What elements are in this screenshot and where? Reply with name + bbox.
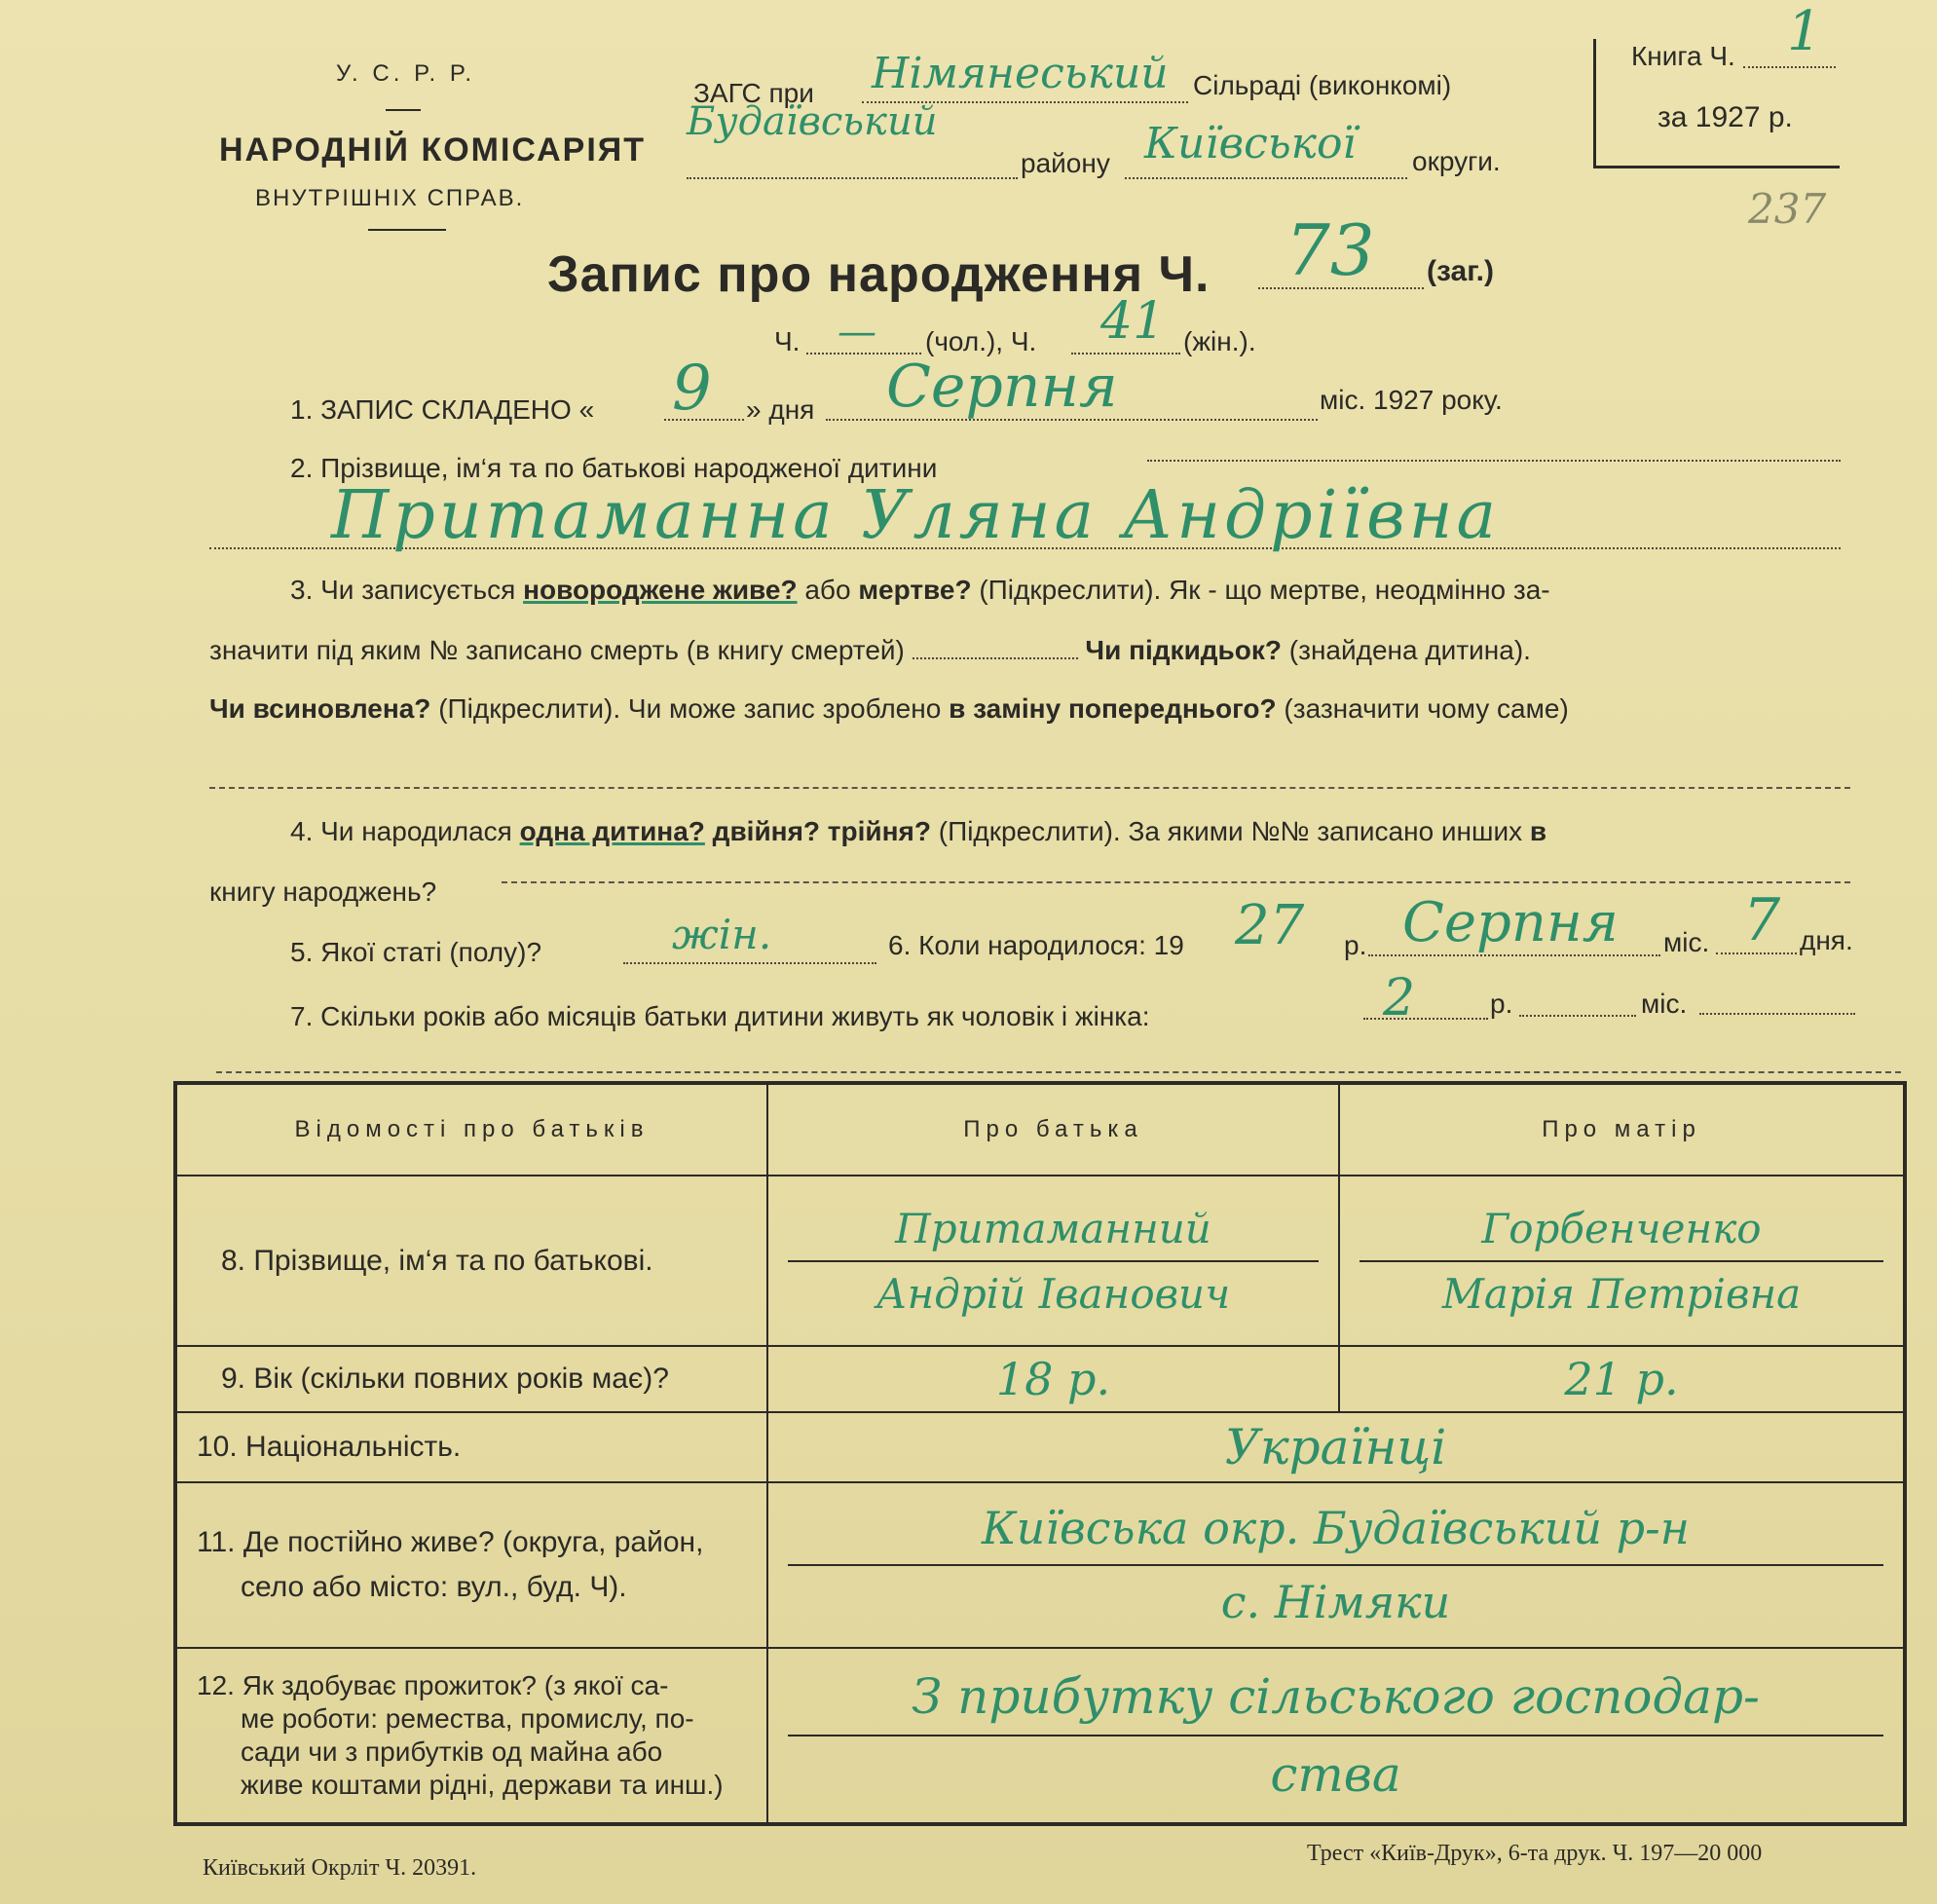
item4-text: 4. Чи народилася <box>290 816 512 846</box>
mother-age-handwritten: 21 р. <box>1339 1346 1905 1412</box>
table-row <box>175 1346 1905 1412</box>
mother-surname-handwritten: Горбенченко <box>1360 1205 1883 1262</box>
row8-mother <box>1339 1176 1905 1346</box>
row12-label-line: ме роботи: ремества, промислу, по- <box>241 1703 694 1734</box>
item1-mid: » дня <box>746 394 815 425</box>
fill-line <box>1699 1013 1855 1015</box>
row10-label: 10. Національність. <box>175 1412 767 1482</box>
item6-dnia: дня. <box>1800 925 1853 955</box>
fill-line <box>209 787 1850 789</box>
years-together-handwritten: 2 <box>1383 969 1416 1027</box>
commissariat-subtitle: ВНУТРІШНІХ СПРАВ. <box>255 185 525 211</box>
row8-label: 8. Прізвище, ім‘я та по батькові. <box>175 1176 767 1346</box>
item3-text: (знайдена дитина). <box>1288 635 1531 665</box>
item3-text: (Підкреслити). Чи може запис зроблено <box>438 693 942 724</box>
item1-prefix: 1. ЗАПИС СКЛАДЕНО « <box>290 394 595 425</box>
row11-label <box>175 1482 767 1648</box>
female-count-handwritten: 41 <box>1100 292 1166 351</box>
item3-line1 <box>290 575 1550 606</box>
residence-handwritten: Київська окр. Будаївський р-н <box>788 1502 1883 1566</box>
item3-text: (Підкреслити). Як - що мертве, неодмінно за- <box>979 575 1550 605</box>
child-name-handwritten: Притаманна Уляна Андріївна <box>331 477 1501 554</box>
row12-label <box>175 1648 767 1824</box>
birth-day-handwritten: 7 <box>1743 886 1781 954</box>
row12-value <box>767 1648 1905 1824</box>
record-day-handwritten: 9 <box>672 353 712 425</box>
book-label: Книга Ч. <box>1631 41 1735 71</box>
fill-line <box>1368 954 1660 956</box>
item5-label: 5. Якої статі (полу)? <box>290 937 542 967</box>
header-info: Відомості про батьків <box>175 1083 767 1176</box>
book-number-handwritten: 1 <box>1787 0 1822 63</box>
divider <box>368 229 446 231</box>
parents-table <box>173 1081 1907 1826</box>
father-age-handwritten: 18 р. <box>767 1346 1339 1412</box>
record-month-handwritten: Серпня <box>886 353 1118 421</box>
occupation-handwritten-cont: ства <box>1270 1746 1401 1803</box>
option-foundling: Чи підкидьок? <box>1085 635 1282 665</box>
birth-month-handwritten: Серпня <box>1402 891 1619 954</box>
fill-line <box>687 177 1018 179</box>
mother-name-handwritten: Марія Петрівна <box>1441 1269 1802 1318</box>
item4-line1 <box>290 816 1546 847</box>
option-alive: новороджене живе? <box>523 575 798 605</box>
item4-text: (Підкреслити). За якими №№ записано инших <box>938 816 1523 846</box>
district-label: району <box>1021 148 1110 178</box>
item3-text: значити під яким № записано смерть (в книгу смертей) <box>209 635 905 665</box>
option-triplets: трійня? <box>827 816 931 846</box>
item7-label: 7. Скільки років або місяців батьки дитини живуть як чоловік і жінка: <box>290 1001 1150 1031</box>
item6-r: р. <box>1344 930 1367 960</box>
footer-left: Київський Окрліт Ч. 20391. <box>203 1855 477 1881</box>
okruha-handwritten: Київської <box>1144 119 1357 168</box>
item3-text: або <box>804 575 851 605</box>
father-name-handwritten: Андрій Іванович <box>875 1269 1231 1318</box>
row11-value <box>767 1482 1905 1648</box>
option-twins: двійня? <box>712 816 821 846</box>
fill-line <box>1743 66 1836 68</box>
commissariat-title: НАРОДНІЙ КОМІСАРІЯТ <box>219 131 646 168</box>
table-row <box>175 1648 1905 1824</box>
item2-label: 2. Прізвище, ім‘я та по батькові народженої дитини <box>290 453 938 483</box>
male-suffix: (чол.), Ч. <box>925 326 1037 356</box>
row12-label-line: живе коштами рідні, держави та инш.) <box>241 1770 724 1800</box>
item3-text: 3. Чи записується <box>290 575 516 605</box>
fill-line <box>623 962 876 964</box>
sex-handwritten: жін. <box>672 911 772 958</box>
item6-mis: міс. <box>1663 927 1710 957</box>
male-label: Ч. <box>774 326 801 356</box>
table-row <box>175 1482 1905 1648</box>
row12-label-line: 12. Як здобуває прожиток? (з якої са- <box>197 1670 669 1700</box>
row8-father <box>767 1176 1339 1346</box>
occupation-handwritten: З прибутку сільського господар- <box>788 1668 1883 1736</box>
ussr-label: У. С. Р. Р. <box>336 60 476 87</box>
item4-text: в <box>1529 816 1547 846</box>
zags-council-handwritten: Німянеський <box>872 49 1169 98</box>
fill-line <box>502 881 1850 883</box>
item7-mis: міс. <box>1641 989 1688 1019</box>
fill-line <box>216 1071 1901 1073</box>
nationality-handwritten: Українці <box>767 1412 1905 1482</box>
district-handwritten: Будаївський <box>687 99 938 144</box>
father-surname-handwritten: Притаманний <box>788 1205 1319 1262</box>
record-number-handwritten: 73 <box>1285 209 1375 291</box>
row11-label-line: село або місто: вул., буд. Ч). <box>241 1571 627 1603</box>
fill-line <box>1519 1015 1636 1017</box>
option-adopted: Чи всиновлена? <box>209 693 431 724</box>
okruha-label: округи. <box>1412 146 1501 176</box>
male-count-handwritten: — <box>838 310 876 355</box>
table-row <box>175 1412 1905 1482</box>
option-one-child: одна дитина? <box>519 816 705 846</box>
archive-number-handwritten: 237 <box>1748 185 1827 233</box>
female-suffix: (жін.). <box>1183 326 1256 356</box>
header-father: Про батька <box>767 1083 1339 1176</box>
item3-line2 <box>209 635 1531 666</box>
footer-right: Трест «Київ-Друк», 6-та друк. Ч. 197—20 000 <box>1307 1841 1763 1866</box>
option-dead: мертве? <box>858 575 972 605</box>
village-handwritten: с. Німяки <box>1220 1576 1451 1628</box>
fill-line <box>1147 460 1841 462</box>
option-replacement: в заміну попереднього? <box>949 693 1277 724</box>
table-header-row <box>175 1083 1905 1176</box>
fill-line <box>1125 177 1407 179</box>
zags-prefix: ЗАГС при <box>693 78 814 108</box>
row11-label-line: 11. Де постійно живе? (округа, район, <box>197 1526 704 1558</box>
header-mother: Про матір <box>1339 1083 1905 1176</box>
row12-label-line: сади чи з прибутків од майна або <box>241 1736 663 1767</box>
zags-suffix: Сільраді (виконкомі) <box>1193 70 1452 100</box>
row9-label: 9. Вік (скільки повних років має)? <box>175 1346 767 1412</box>
item7-r: р. <box>1490 989 1513 1019</box>
record-number-suffix: (заг.) <box>1427 255 1495 287</box>
item6-label: 6. Коли народилося: 19 <box>888 930 1184 960</box>
item3-line3 <box>209 693 1569 725</box>
table-row <box>175 1176 1905 1346</box>
item3-text: (зазначити чому саме) <box>1284 693 1569 724</box>
book-year: за 1927 р. <box>1658 101 1793 133</box>
divider <box>386 109 421 111</box>
item1-suffix: міс. 1927 року. <box>1320 385 1503 415</box>
fill-line <box>913 657 1078 659</box>
item4-line2: книгу народжень? <box>209 877 437 907</box>
birth-year-handwritten: 27 <box>1235 894 1305 957</box>
record-title: Запис про народження Ч. <box>547 246 1211 303</box>
